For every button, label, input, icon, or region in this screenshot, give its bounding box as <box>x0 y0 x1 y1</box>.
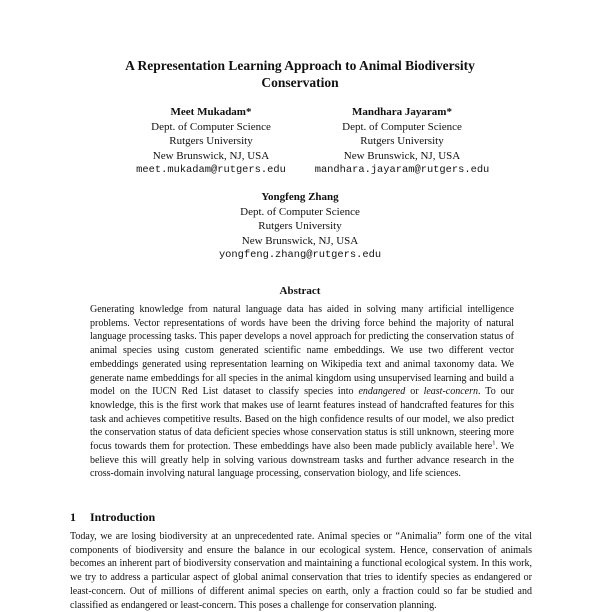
paper-title: A Representation Learning Approach to Animal Biodiversity Conservation <box>125 58 475 90</box>
author-name: Yongfeng Zhang <box>261 191 339 203</box>
author-email: mandhara.jayaram@rutgers.edu <box>314 164 490 177</box>
abstract-text-2: . To our knowledge, this is the first work that makes use of learnt features instead of handcrafted features for this task and achieves competitive results. Based on the high confidence results of our model, we also predict the conservation status of data deficient species whose conservation status is still unknown, steering more focus towards them for protection. These embeddings have also been made publicly available here <box>90 386 514 453</box>
abstract-body <box>90 303 514 481</box>
author-university: Rutgers University <box>169 135 253 148</box>
abstract-heading: Abstract <box>279 285 321 297</box>
section-title: Introduction <box>90 510 156 524</box>
author-university: Rutgers University <box>360 135 444 148</box>
section-number: 1 <box>70 510 76 524</box>
abstract-text-or: or <box>405 386 424 398</box>
author-dept: Dept. of Computer Science <box>151 120 271 133</box>
author-university: Rutgers University <box>258 220 342 233</box>
author-dept: Dept. of Computer Science <box>342 120 462 133</box>
abstract-text-1: Generating knowledge from natural language data has aided in solving many artificial intelligence problems. Vector representations of words have been the driving force behind the majority of natural language processing tasks. This paper develops a novel approach for predicting the conservation status of animal species using custom generated scientific name embeddings. We use two different vector embeddings generated using representation learning on Wikipedia text and animal taxonomy data. We generate name embeddings for all species in the animal kingdom using unsupervised learning and build a model on the IUCN Red List dataset to classify species into <box>90 304 514 398</box>
author-email: meet.mukadam@rutgers.edu <box>136 164 286 177</box>
author-block-2 <box>296 105 508 178</box>
author-block-1 <box>106 105 316 178</box>
author-name: Mandhara Jayaram* <box>352 106 452 118</box>
author-location: New Brunswick, NJ, USA <box>241 234 359 247</box>
author-location: New Brunswick, NJ, USA <box>152 149 270 162</box>
author-email: yongfeng.zhang@rutgers.edu <box>218 249 382 262</box>
author-dept: Dept. of Computer Science <box>240 205 360 218</box>
author-name: Meet Mukadam* <box>170 106 252 118</box>
section-heading-introduction <box>70 510 155 525</box>
author-block-3 <box>196 190 404 263</box>
author-location: New Brunswick, NJ, USA <box>343 149 461 162</box>
abstract-text-3: . We believe this will greatly help in solving various downstream tasks and further advance research in the cross-domain involving natural language processing, conservation biology, and life sciences. <box>90 441 514 480</box>
introduction-text: Today, we are losing biodiversity at an unprecedented rate. Animal species or “Animalia” form one of the vital components of biodiversity and ensure the balance in our ecological system. Hence, conservation of animals becomes an inherent part of biodiversity conservation and maintaining a functional ecological system. In this work, we try to address a particular aspect of global animal conservation that tries to identify species as endangered or least-concern. Out of millions of different animal species on earth, only a fraction could so far be studied and classified as endangered or least-concern. This poses a challenge for conservation planning. <box>70 531 532 611</box>
abstract-emphasis-endangered: endangered <box>358 386 406 398</box>
abstract-emphasis-least-concern: least-concern <box>423 386 478 398</box>
footnote-marker[interactable]: 1 <box>492 439 496 447</box>
